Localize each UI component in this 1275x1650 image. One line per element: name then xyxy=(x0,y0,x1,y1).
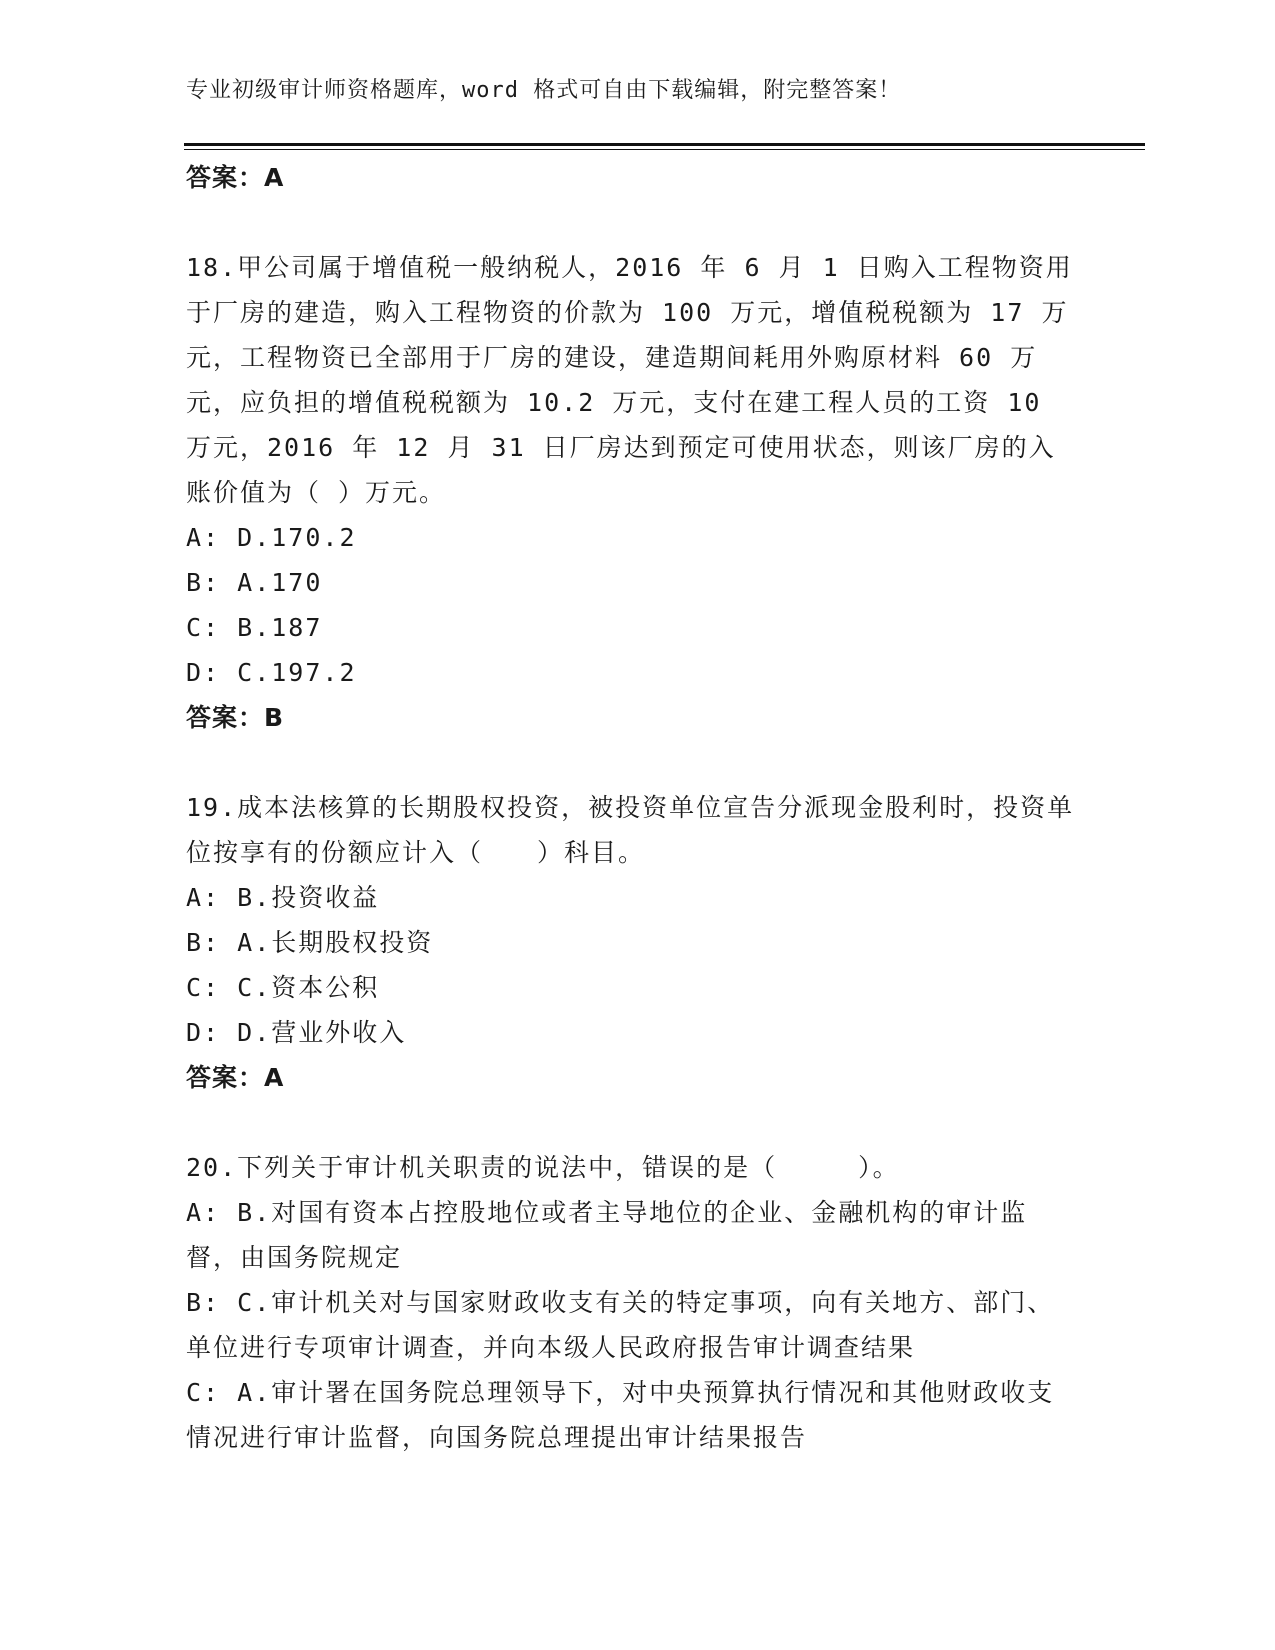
page-header: 专业初级审计师资格题库，word 格式可自由下载编辑，附完整答案！ xyxy=(186,78,902,103)
option-d: D: D.营业外收入 xyxy=(186,1018,407,1047)
option-c: C: C.资本公积 xyxy=(186,973,380,1002)
answer-line: 答案：A xyxy=(186,1063,285,1092)
option-c: C: B.187 xyxy=(186,613,323,642)
option-a: A: B.对国有资本占控股地位或者主导地位的企业、金融机构的审计监督，由国务院规定 xyxy=(186,1198,1028,1272)
question-20 xyxy=(186,1145,1076,1460)
option-a: A: B.投资收益 xyxy=(186,883,380,912)
document-body xyxy=(186,155,1076,1460)
header-divider-thin xyxy=(184,149,1145,150)
header-divider xyxy=(184,143,1145,146)
answer-line: 答案：B xyxy=(186,703,285,732)
question-stem: 19.成本法核算的长期股权投资，被投资单位宣告分派现金股利时，投资单位按享有的份额应计入（ ）科目。 xyxy=(186,793,1075,867)
question-stem: 20.下列关于审计机关职责的说法中，错误的是（ ）。 xyxy=(186,1153,900,1182)
option-b: B: A.长期股权投资 xyxy=(186,928,434,957)
option-d: D: C.197.2 xyxy=(186,658,357,687)
question-19 xyxy=(186,785,1076,1100)
answer-line: 答案：A xyxy=(186,163,285,192)
option-a: A: D.170.2 xyxy=(186,523,357,552)
option-c: C: A.审计署在国务院总理领导下，对中央预算执行情况和其他财政收支情况进行审计监督，向国务院总理提出审计结果报告 xyxy=(186,1378,1055,1452)
option-b: B: A.170 xyxy=(186,568,323,597)
question-stem: 18.甲公司属于增值税一般纳税人，2016 年 6 月 1 日购入工程物资用于厂房的建造，购入工程物资的价款为 100 万元，增值税税额为 17 万元，工程物资已全部用于厂房的建设，建造期间耗用外购原材料 60 万元，应负担的增值税税额为 10.2 万元，支付在建工程人员的工资 10 万元，2016 年 12 月 31 日厂房达到预定可使用状态，则该厂房的入账价值为（ ）万元。 xyxy=(186,253,1073,507)
question-18 xyxy=(186,245,1076,740)
option-b: B: C.审计机关对与国家财政收支有关的特定事项，向有关地方、部门、单位进行专项审计调查，并向本级人民政府报告审计调查结果 xyxy=(186,1288,1055,1362)
